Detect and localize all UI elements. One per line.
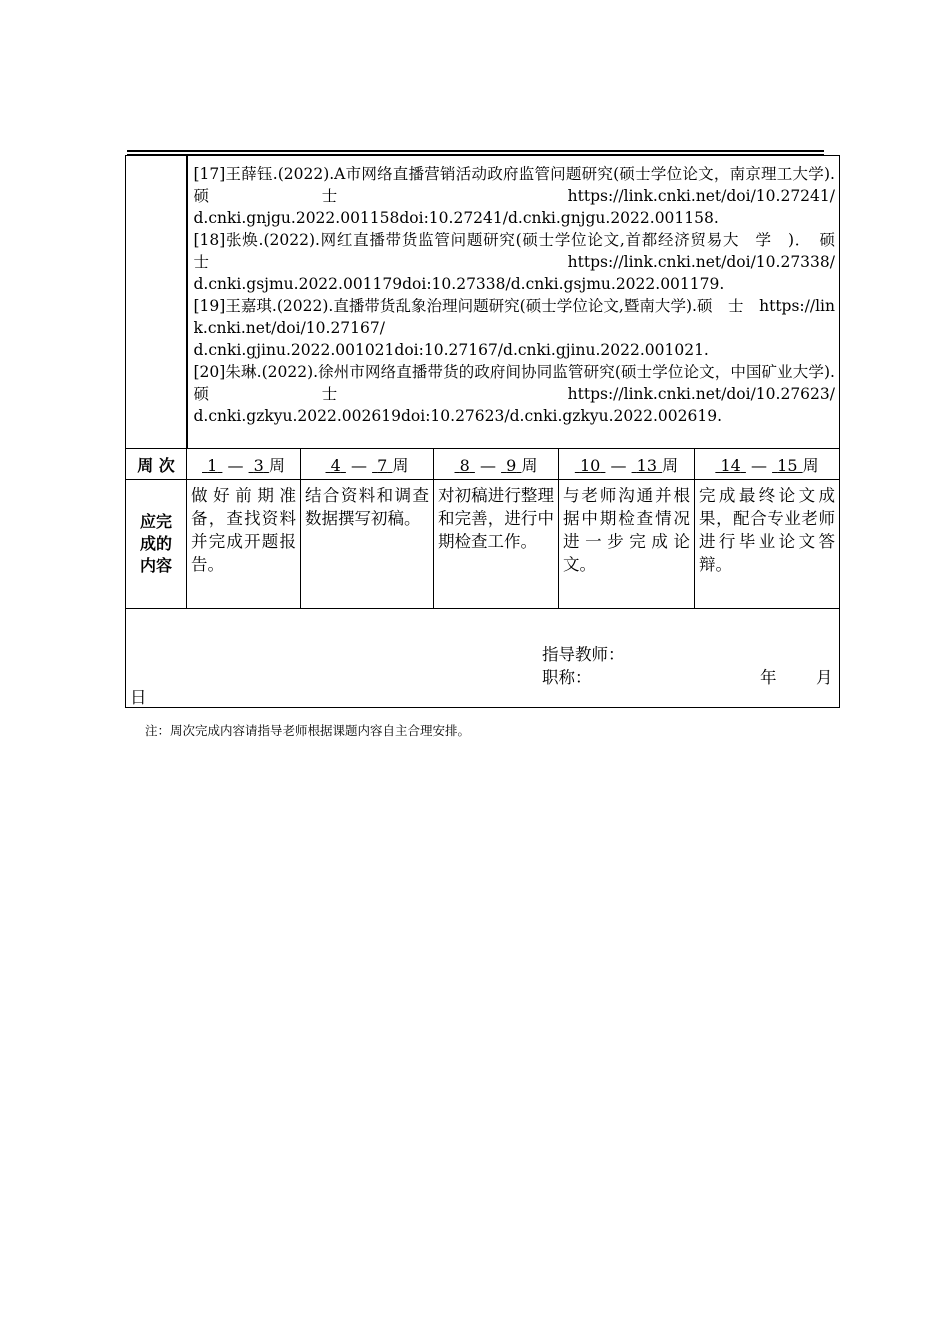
week-range-1: 1 — 3 周 — [187, 449, 301, 480]
footnote: 注：周次完成内容请指导老师根据课题内容自主合理安排。 — [145, 723, 471, 738]
content-label: 应完 成的 内容 — [126, 480, 187, 609]
reference-18: [18]张焕.(2022).网红直播带货监管问题研究(硕士学位论文,首都经济贸易大 学 )． 硕 士 https://link.cnki.net/doi/10.27338/ d.cnki.gsjmu.2022.001179doi:10.27338/d.cnki.gsjmu.2022.001179. — [193, 231, 851, 293]
signature-row — [126, 609, 840, 708]
tasks-row — [126, 480, 840, 609]
title-label: 职称： — [542, 668, 592, 687]
references-row — [126, 156, 840, 449]
day-label: 日 — [130, 688, 147, 707]
week-range-3: 8 — 9 周 — [434, 449, 559, 480]
task-2: 结合资料和调查数据撰写初稿。 — [301, 480, 434, 609]
week-label: 周 次 — [126, 449, 187, 480]
task-3: 对初稿进行整理和完善，进行中期检查工作。 — [434, 480, 559, 609]
top-double-rule-thick — [127, 150, 824, 152]
reference-20: [20]朱琳.(2022).徐州市网络直播带货的政府间协同监管研究(硕士学位论文，中国矿业大学).硕士 https://link.cnki.net/doi/10.27623/ d.cnki.gzkyu.2022.002619doi:10.27623/d.cnki.gzkyu.2022.002619. — [193, 363, 835, 425]
task-4: 与老师沟通并根据中期检查情况进一步完成论文。 — [559, 480, 695, 609]
references-cell — [187, 156, 851, 449]
teacher-label: 指导教师： — [542, 645, 625, 664]
signature-cell — [126, 609, 840, 708]
week-range-5: 14 — 15 周 — [695, 449, 840, 480]
schedule-table — [125, 155, 851, 708]
reference-19: [19]王嘉琪.(2022).直播带货乱象治理问题研究(硕士学位论文,暨南大学).硕 士 https://link.cnki.net/doi/10.27167/ d.cnki.gjinu.2022.001021doi:10.27167/d.cnki.gjinu.2022.001021. — [193, 297, 835, 359]
task-1: 做好前期准备，查找资料并完成开题报告。 — [187, 480, 301, 609]
task-5: 完成最终论文成果，配合专业老师进行毕业论文答辩。 — [695, 480, 840, 609]
week-range-4: 10 — 13 周 — [559, 449, 695, 480]
year-label: 年 — [760, 668, 777, 687]
reference-17: [17]王薛钰.(2022).A市网络直播营销活动政府监管问题研究(硕士学位论文，南京理工大学).硕士 https://link.cnki.net/doi/10.27241/ d.cnki.gnjgu.2022.001158doi:10.27241/d.cnki.gnjgu.2022.001158. — [193, 165, 835, 227]
weeks-row — [126, 449, 840, 480]
week-range-2: 4 — 7 周 — [301, 449, 434, 480]
month-label: 月 — [816, 668, 833, 687]
references-label-cell — [126, 156, 187, 449]
